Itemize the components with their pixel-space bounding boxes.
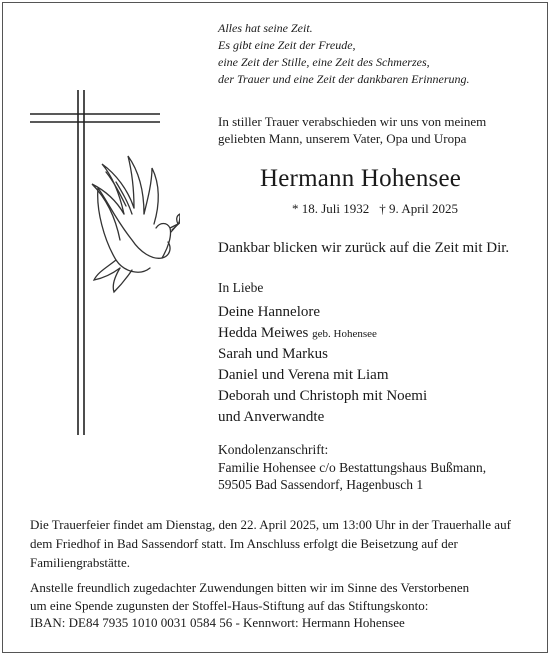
birth-date: * 18. Juli 1932: [292, 201, 370, 216]
poem-line: Es gibt eine Zeit der Freude,: [218, 38, 356, 52]
family-member: Deine Hannelore: [218, 304, 321, 320]
cross-dove-artwork: [20, 90, 180, 440]
intro-line: geliebten Mann, unserem Vater, Opa und Uropa: [218, 131, 467, 146]
death-date: † 9. April 2025: [379, 201, 459, 216]
ceremony-info: Die Trauerfeier findet am Dienstag, den 22. April 2025, um 13:00 Uhr in der Trauerhalle auf dem Friedhof in Bad Sassendorf statt. Im Anschluss erfolgt die Beisetzung auf der Familiengrabstätte.: [30, 517, 511, 570]
cross-icon: [30, 90, 160, 435]
poem-line: eine Zeit der Stille, eine Zeit des Schmerzes,: [218, 55, 430, 69]
donation-line: IBAN: DE84 7935 1010 0031 0584 56 - Kennwort: Hermann Hohensee: [30, 615, 405, 630]
family-member: Deborah und Christoph mit Noemi: [218, 388, 428, 404]
condolence-address: [218, 441, 486, 494]
donation-line: um eine Spende zugunsten der Stoffel-Haus-Stiftung auf das Stiftungskonto:: [30, 597, 429, 613]
maiden-name-note: geb. Hohensee: [312, 328, 377, 340]
condolence-line: Kondolenzanschrift:: [218, 442, 329, 457]
intro-line: In stiller Trauer verabschieden wir uns von meinem: [218, 114, 487, 129]
condolence-line: Familie Hohensee c/o Bestattungshaus Bußmann,: [218, 459, 487, 475]
in-liebe-label: In Liebe: [218, 280, 264, 295]
deceased-name: Hermann Hohensee: [260, 165, 462, 192]
family-member-name: Hedda Meiwes: [218, 325, 309, 341]
poem: [218, 20, 470, 88]
life-dates: [292, 201, 458, 217]
family-list: [218, 302, 427, 428]
condolence-line: 59505 Bad Sassendorf, Hagenbusch 1: [218, 477, 424, 492]
family-member: [218, 323, 427, 344]
donation-line: Anstelle freundlich zugedachter Zuwendungen bitten wir im Sinne des Verstorbenen: [30, 580, 470, 595]
thanks-text: Dankbar blicken wir zurück auf die Zeit mit Dir.: [218, 240, 510, 256]
family-member: und Anverwandte: [218, 409, 325, 425]
family-member: Sarah und Markus: [218, 346, 328, 362]
donation-info: [30, 579, 469, 632]
poem-line: der Trauer und eine Zeit der dankbaren Erinnerung.: [218, 72, 470, 86]
poem-line: Alles hat seine Zeit.: [218, 21, 313, 35]
family-member: Daniel und Verena mit Liam: [218, 367, 389, 383]
intro-text: [218, 113, 486, 147]
dove-icon: [92, 156, 180, 292]
